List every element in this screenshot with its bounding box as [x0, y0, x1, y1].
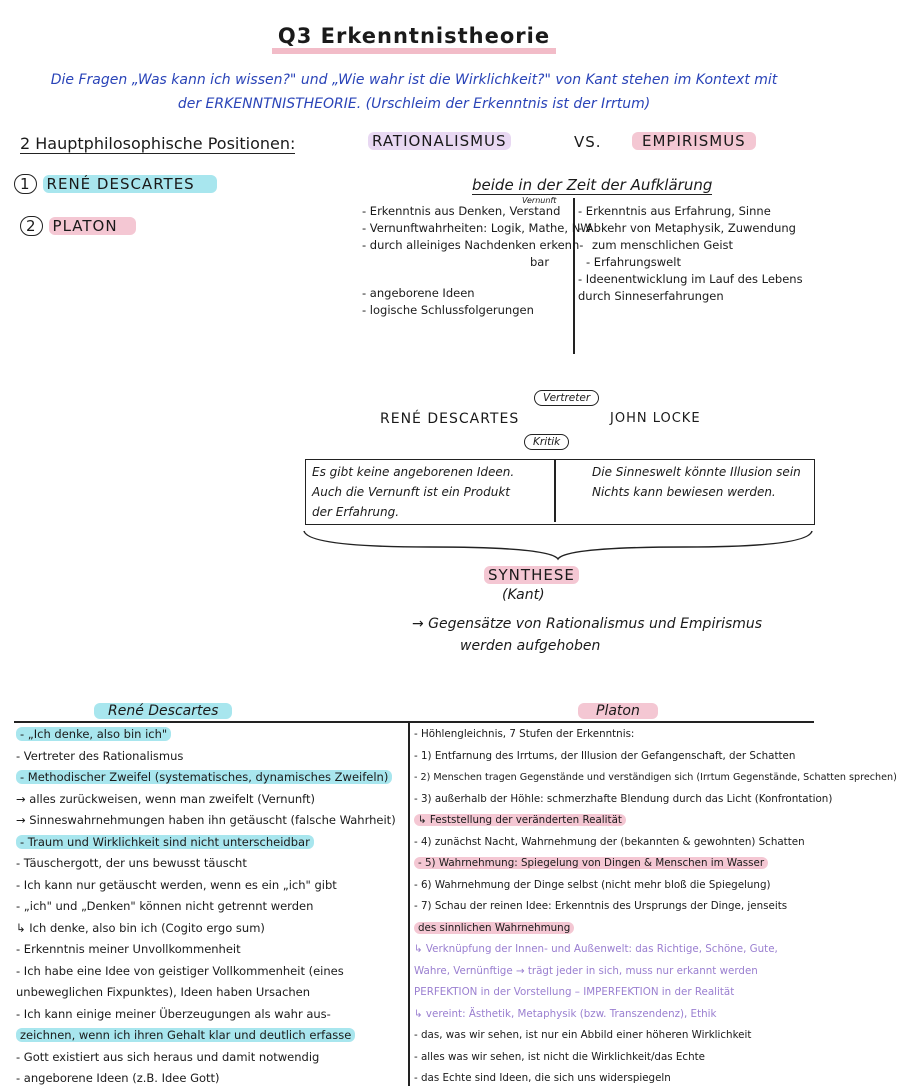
list-item: - Höhlengleichnis, 7 Stufen der Erkenntnis: [414, 728, 635, 740]
list-item: - Vernunftwahrheiten: Logik, Mathe, NW [362, 221, 592, 235]
list-item-text: - Traum und Wirklichkeit sind nicht unterscheidbar [16, 835, 314, 849]
rationalismus-list [362, 203, 592, 319]
list-item: durch Sinneserfahrungen [578, 289, 724, 303]
list-item [16, 724, 406, 746]
list-item-text: - „Ich denke, also bin ich" [16, 727, 171, 741]
list-item: - alles was wir sehen, ist nicht die Wirklichkeit/das Echte [414, 1050, 705, 1063]
table-divider [408, 722, 410, 1086]
critique-divider [554, 460, 556, 522]
critique-left-name: RENÉ DESCARTES [380, 411, 520, 427]
synthesis-label: SYNTHESE [484, 566, 579, 584]
list-item: - angeborene Ideen (z.B. Idee Gott) [16, 1071, 220, 1085]
synthesis-brace [300, 527, 816, 563]
rationalismus-heading: RATIONALISMUS [368, 132, 511, 150]
kritik-label: Kritik [524, 434, 569, 450]
list-item: - Erkenntnis aus Erfahrung, Sinne [578, 204, 771, 218]
critique-line: Nichts kann bewiesen werden. [592, 485, 776, 499]
list-item: → alles zurückweisen, wenn man zweifelt (Vernunft) [16, 791, 315, 806]
list-item: - das Echte sind Ideen, die sich uns widerspiegeln [414, 1072, 671, 1084]
list-item: ↳ Ich denke, also bin ich (Cogito ergo sum) [16, 920, 265, 935]
list-item: - durch alleiniges Nachdenken erkenn- [362, 238, 584, 252]
descartes-list [16, 724, 406, 1090]
list-item: - das, was wir sehen, ist nur ein Abbild einer höheren Wirklichkeit [414, 1029, 752, 1041]
position-number: 1 [14, 174, 37, 194]
list-item: - Gott existiert aus sich heraus und damit notwendig [16, 1049, 320, 1064]
list-item: - Erkenntnis aus Denken, Verstand [362, 204, 561, 218]
list-item: - Ich kann nur getäuscht werden, wenn es ein „ich" gibt [16, 877, 337, 892]
brace-path [304, 531, 812, 559]
list-item: - logische Schlussfolgerungen [362, 303, 534, 317]
list-item: bar [530, 255, 550, 269]
list-item: ↳ vereint: Ästhetik, Metaphysik (bzw. Transzendenz), Ethik [414, 1007, 717, 1020]
list-item: - Ich kann einige meiner Überzeugungen als wahr aus- [16, 1006, 331, 1021]
comparison-subtitle: beide in der Zeit der Aufklärung [472, 176, 713, 194]
list-item-text: - Methodischer Zweifel (systematisches, dynamisches Zweifeln) [16, 770, 392, 784]
list-item: - Erfahrungswelt [586, 255, 681, 269]
list-item: - Vertreter des Rationalismus [16, 748, 184, 763]
critique-line: Es gibt keine angeborenen Ideen. [312, 465, 515, 479]
list-item: PERFEKTION in der Vorstellung – IMPERFEKTION in der Realität [414, 986, 735, 998]
list-item [16, 832, 406, 854]
list-item [414, 810, 824, 832]
list-item-text: - 5) Wahrnehmung: Spiegelung von Dingen & Menschen im Wasser [414, 857, 768, 869]
list-item: → Sinneswahrnehmungen haben ihn getäuscht (falsche Wahrheit) [16, 813, 396, 827]
critique-right-name: JOHN LOCKE [610, 411, 701, 426]
list-item [16, 767, 406, 789]
position-item-descartes [14, 174, 217, 194]
list-item: - 2) Menschen tragen Gegenstände und verständigen sich (Irrtum Gegenstände, Schatten sprechen) [414, 772, 897, 783]
list-item-text: des sinnlichen Wahrnehmung [414, 922, 574, 934]
vertreter-label: Vertreter [534, 390, 599, 406]
critique-line: Die Sinneswelt könnte Illusion sein [592, 465, 801, 479]
list-item: - 1) Entfarnung des Irrtums, der Illusion der Gefangenschaft, der Schatten [414, 749, 796, 762]
list-item: - 6) Wahrnehmung der Dinge selbst (nicht mehr bloß die Spiegelung) [414, 878, 771, 891]
descartes-header: René Descartes [94, 703, 232, 719]
position-name: PLATON [49, 217, 136, 235]
list-item: - 7) Schau der reinen Idee: Erkenntnis des Ursprungs der Dinge, jenseits [414, 900, 788, 912]
list-item: - angeborene Ideen [362, 286, 475, 300]
positions-heading: 2 Hauptphilosophische Positionen: [20, 134, 296, 153]
intro-line-2: der ERKENNTNISTHEORIE. (Urschleim der Erkenntnis ist der Irrtum) [177, 96, 651, 112]
empirismus-list [578, 203, 803, 305]
list-item: Wahre, Vernünftige → trägt jeder in sich, muss nur erkannt werden [414, 964, 758, 977]
platon-list [414, 724, 897, 1090]
vernunft-note: Vernunft [522, 196, 557, 205]
list-item: - 3) außerhalb der Höhle: schmerzhafte Blendung durch das Licht (Konfrontation) [414, 792, 833, 805]
list-item: - Täuschergott, der uns bewusst täuscht [16, 856, 247, 870]
intro-line-1: Die Fragen „Was kann ich wissen?" und „Wie wahr ist die Wirklichkeit?" von Kant stehen im Kontext mit [50, 72, 778, 88]
vs-label: VS. [574, 133, 602, 151]
synthesis-who: (Kant) [502, 587, 545, 603]
position-name: RENÉ DESCARTES [43, 175, 217, 193]
list-item: zum menschlichen Geist [592, 238, 734, 252]
critique-right-text [592, 462, 801, 502]
position-number: 2 [20, 216, 43, 236]
critique-line: Auch die Vernunft ist ein Produkt [312, 485, 510, 499]
list-item: unbeweglichen Fixpunktes), Ideen haben Ursachen [16, 985, 311, 999]
table-header-line [14, 721, 814, 723]
title-text: Q3 Erkenntnistheorie [272, 24, 556, 54]
list-item: - 4) zunächst Nacht, Wahrnehmung der (bekannten & gewohnten) Schatten [414, 835, 805, 848]
page-title [0, 24, 828, 48]
critique-left-text [312, 462, 514, 522]
list-item: - Ich habe eine Idee von geistiger Vollkommenheit (eines [16, 963, 344, 978]
list-item: ↳ Verknüpfung der Innen- und Außenwelt: das Richtige, Schöne, Gute, [414, 943, 778, 955]
list-item: - Ideenentwicklung im Lauf des Lebens [578, 272, 803, 286]
critique-box [305, 459, 815, 525]
synthesis-text-1: → Gegensätze von Rationalismus und Empirismus [412, 616, 763, 632]
list-item-text: zeichnen, wenn ich ihren Gehalt klar und deutlich erfasse [16, 1028, 355, 1042]
intro-paragraph [14, 68, 814, 116]
list-item-text: ↳ Feststellung der veränderten Realität [414, 814, 626, 826]
synthesis-text-2: werden aufgehoben [460, 638, 601, 654]
list-item [414, 918, 824, 940]
platon-header: Platon [578, 703, 658, 719]
position-item-platon [20, 216, 136, 236]
list-item: - Erkenntnis meiner Unvollkommenheit [16, 942, 241, 956]
critique-line: der Erfahrung. [312, 505, 400, 519]
list-item: - „ich" und „Denken" können nicht getrennt werden [16, 899, 314, 913]
empirismus-heading: EMPIRISMUS [632, 132, 756, 150]
list-item [16, 1025, 406, 1047]
list-item [414, 853, 824, 875]
list-item: - Abkehr von Metaphysik, Zuwendung [578, 221, 796, 235]
